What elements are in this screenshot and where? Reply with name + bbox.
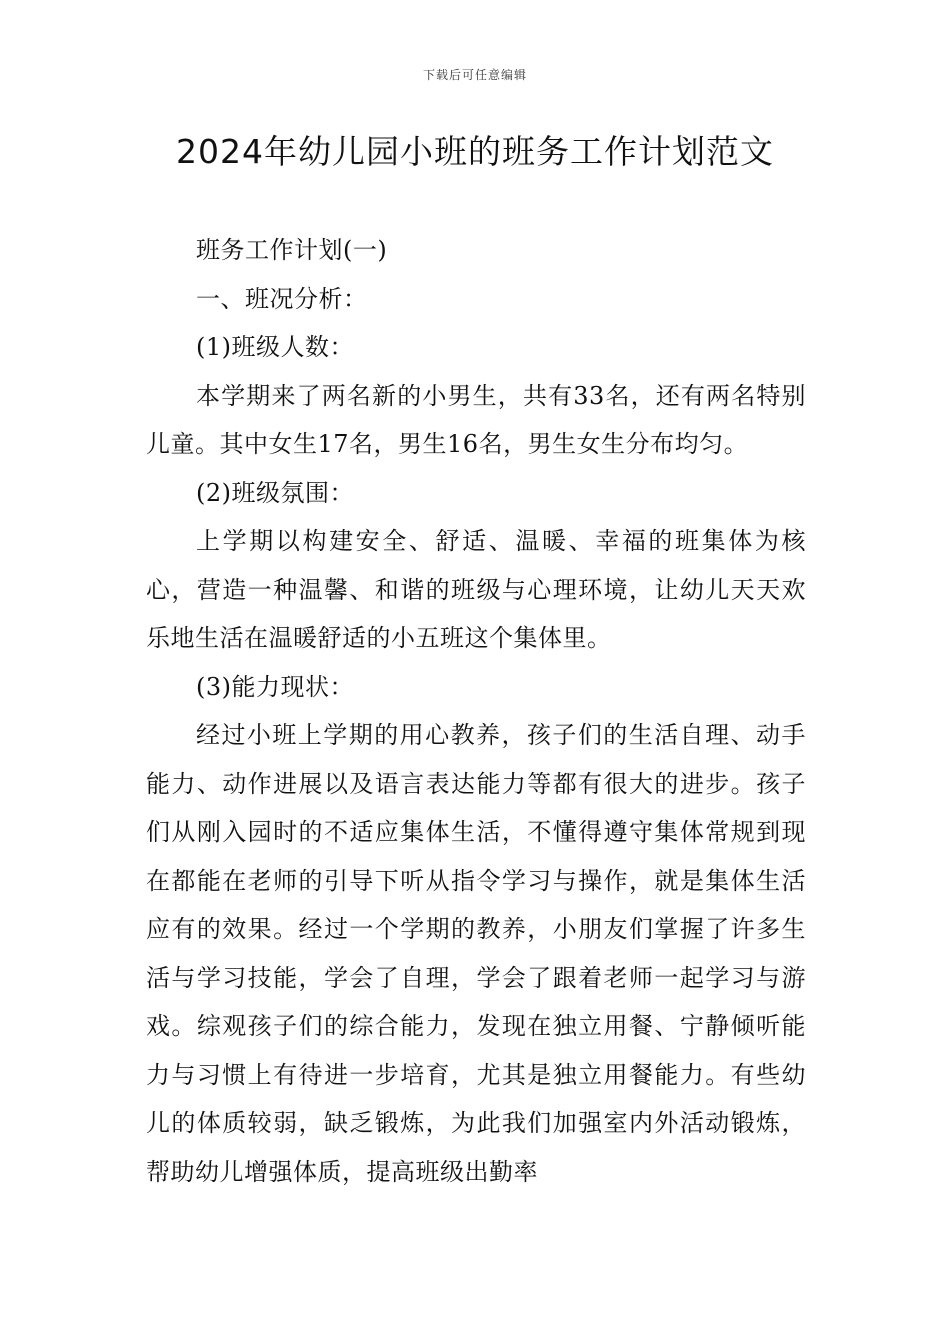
- paragraph-plan-heading: 班务工作计划(一): [196, 236, 388, 264]
- paragraph-subheading-atmosphere: (2)班级氛围：: [196, 478, 354, 507]
- paragraph-ability: 经过小班上学期的用心教养，孩子们的生活自理、动手能力、动作进展以及语言表达能力等都有很大的进步。孩子们从刚入园时的不适应集体生活，不懂得遵守集体常规到现在都能在老师的引导下听从指令学习与操作，就是集体生活应有的效果。经过一个学期的教养，小朋友们掌握了许多生活与学习技能，学会了自理，学会了跟着老师一起学习与游戏。综观孩子们的综合能力，发现在独立用餐、宁静倾听能力与习惯上有待进一步培育，尤其是独立用餐能力。有些幼儿的体质较弱，缺乏锻炼，为此我们加强室内外活动锻炼，帮助幼儿增强体质，提高班级出勤率: [146, 721, 806, 1186]
- paragraph-subheading-ability: (3)能力现状：: [196, 672, 354, 701]
- paragraph-class-size: 本学期来了两名新的小男生，共有33名，还有两名特别儿童。其中女生17名，男生16名，男生女生分布均匀。: [146, 381, 806, 458]
- paragraph-subheading-class-size: (1)班级人数：: [196, 333, 354, 361]
- paragraph-section-heading: 一、班况分析：: [196, 284, 368, 313]
- header-note: 下载后可任意编辑: [422, 68, 527, 82]
- document-body: [146, 226, 806, 1196]
- paragraph-atmosphere: 上学期以构建安全、舒适、温暖、幸福的班集体为核心，营造一种温馨、和谐的班级与心理环境，让幼儿天天欢乐地生活在温暖舒适的小五班这个集体里。: [146, 527, 806, 652]
- document-title: 2024年幼儿园小班的班务工作计划范文: [176, 132, 774, 171]
